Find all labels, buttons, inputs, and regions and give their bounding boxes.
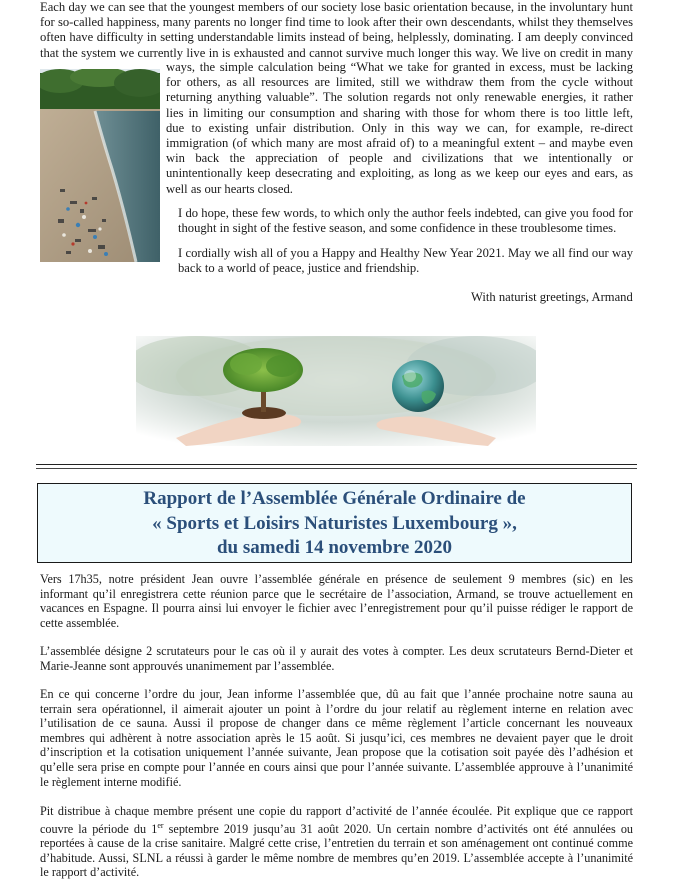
text-line: I do hope, these few words, to which only the author feels indebted, can give you food for [178, 206, 633, 220]
text-line: informant qu’il enregistrera cette réunion parce que le secrétaire de l’association, Armand, se trouve actuellement en [40, 586, 633, 601]
text-line: L’assemblée désigne 2 scrutateurs pour le cas où il y aurait des votes à compter. Les deux scrutateurs Bernd-Dieter et [40, 644, 633, 658]
text-line: l’utilisation de ce sauna. Aussi il propose de changer dans ce même règlement l’article concernant les nouveaux [40, 716, 633, 731]
text-line: qu’elle sera prise en compte pour l’année en cours ainsi que pour l’année suivante. L’assemblée approuve à l’unanimité [40, 759, 633, 774]
text-line: back to a world of peace, justice and friendship. [178, 261, 420, 276]
section-divider [36, 464, 637, 465]
text-fragment: couvre la période du 1 [40, 821, 158, 836]
report-title-box [37, 483, 632, 563]
section-divider [36, 468, 637, 469]
text-line: for others, as all resources are limited, still we withdraw them from the cycle without [166, 75, 633, 90]
text-line: lies in limiting our consumption and sharing with those for whom there is too little left, [166, 105, 633, 120]
report-paragraph [40, 572, 633, 630]
text-line: I cordially wish all of you a Happy and Healthy New Year 2021. May we all find our way [178, 246, 633, 260]
text-line: d’habitude. Aussi, SLNL a réussi à garder le même nombre de membres qu’en 2019. L’assemblée accepte à l’unanimité [40, 850, 633, 865]
text-line: Vers 17h35, notre président Jean ouvre l’assemblée générale en présence de seulement 9 membres (sic) en les [40, 572, 633, 586]
text-fragment: septembre 2019 jusqu’au 31 août 2020. Un certain nombre d’activités ont été annulées ou [163, 821, 634, 836]
text-line: le rapport d’activité. [40, 865, 140, 880]
polluted-beach-photo [40, 69, 160, 262]
text-line: immigration (of which many are most afraid of) to a meaningful extent – and maybe even [166, 136, 633, 151]
hands-tree-globe-illustration [136, 336, 536, 446]
text-line: often have difficulty in setting understandable limits instead of being, helplessly, dominating. I am deeply convinced [40, 30, 633, 45]
report-paragraph [40, 804, 633, 880]
text-line: for so-called happiness, many parents no longer find time to look after their own descendants, whilst they themselves [40, 15, 633, 30]
report-title-line: « Sports et Loisirs Naturistes Luxembourg », [152, 512, 517, 534]
text-line: Pit distribue à chaque membre présent une copie du rapport d’activité de l’année écoulée. Pit explique que ce rapport [40, 804, 633, 818]
signoff: With naturist greetings, Armand [471, 290, 633, 304]
text-line: En ce qui concerne l’ordre du jour, Jean informe l’assemblée que, dû au fait que l’année prochaine notre sauna au [40, 687, 633, 701]
text-line: Each day we can see that the youngest members of our society lose basic orientation because, in the involuntary hunt [40, 0, 633, 14]
report-title-line: du samedi 14 novembre 2020 [216, 537, 453, 558]
text-line: cette assemblée. [40, 615, 120, 630]
text-line [40, 819, 633, 837]
text-line: that the system we currently live in is exhausted and cannot survive much longer this way. We live on credit in many [40, 45, 633, 60]
text-line: unintentionally keep desecrating and exploiting, as long as we keep our eyes and ears, as [166, 166, 633, 181]
wish-paragraph [178, 246, 633, 276]
intro-paragraph [40, 0, 633, 61]
text-line: membres qui adhèrent à notre association après le 15 août. Si jusqu’ici, ces membres ne devaient payer que le droit [40, 730, 633, 745]
text-line: returning anything valuable”. The solution regards not only renewable energies, it rather [166, 90, 633, 105]
hope-paragraph [178, 206, 633, 236]
superscript: er [157, 820, 164, 830]
text-line: due to existing unfair distribution. Only in this way we can, for example, re-direct [166, 120, 633, 135]
wrap-paragraph [166, 60, 633, 197]
text-line: terrain sera opérationnel, il aimerait ajouter un point à l’ordre du jour relatif au règlement interne en relation avec [40, 701, 633, 716]
text-line: vacances en Espagne. Il pourra ainsi lui envoyer le fichier avec l’enregistrement pour qu’il puisse rédiger le rapport de [40, 601, 633, 616]
text-line: win back the appreciation of people and civilizations that we intentionally or [166, 151, 633, 166]
report-paragraph [40, 644, 633, 673]
text-line: d’inscription et la cotisation uniquement l’année suivante, Jean propose que la cotisation soit payée dès l’adhésion et [40, 745, 633, 760]
text-line: reportées à cause de la crise sanitaire. Malgré cette crise, l’entretien du terrain et son aménagement ont continué comme [40, 836, 633, 851]
text-line: ways, the simple calculation being “What we take for granted in excess, must be lacking [166, 60, 633, 74]
text-line: well as our hearts closed. [166, 181, 293, 196]
report-title-line: Rapport de l’Assemblée Générale Ordinaire de [143, 488, 526, 509]
report-paragraph [40, 687, 633, 789]
text-line: le règlement interne modifié. [40, 774, 182, 789]
text-line: Marie-Jeanne sont approuvés unanimement par l’assemblée. [40, 658, 335, 673]
text-line: thought in sight of the festive season, and some confidence in these troublesome times. [178, 221, 617, 236]
